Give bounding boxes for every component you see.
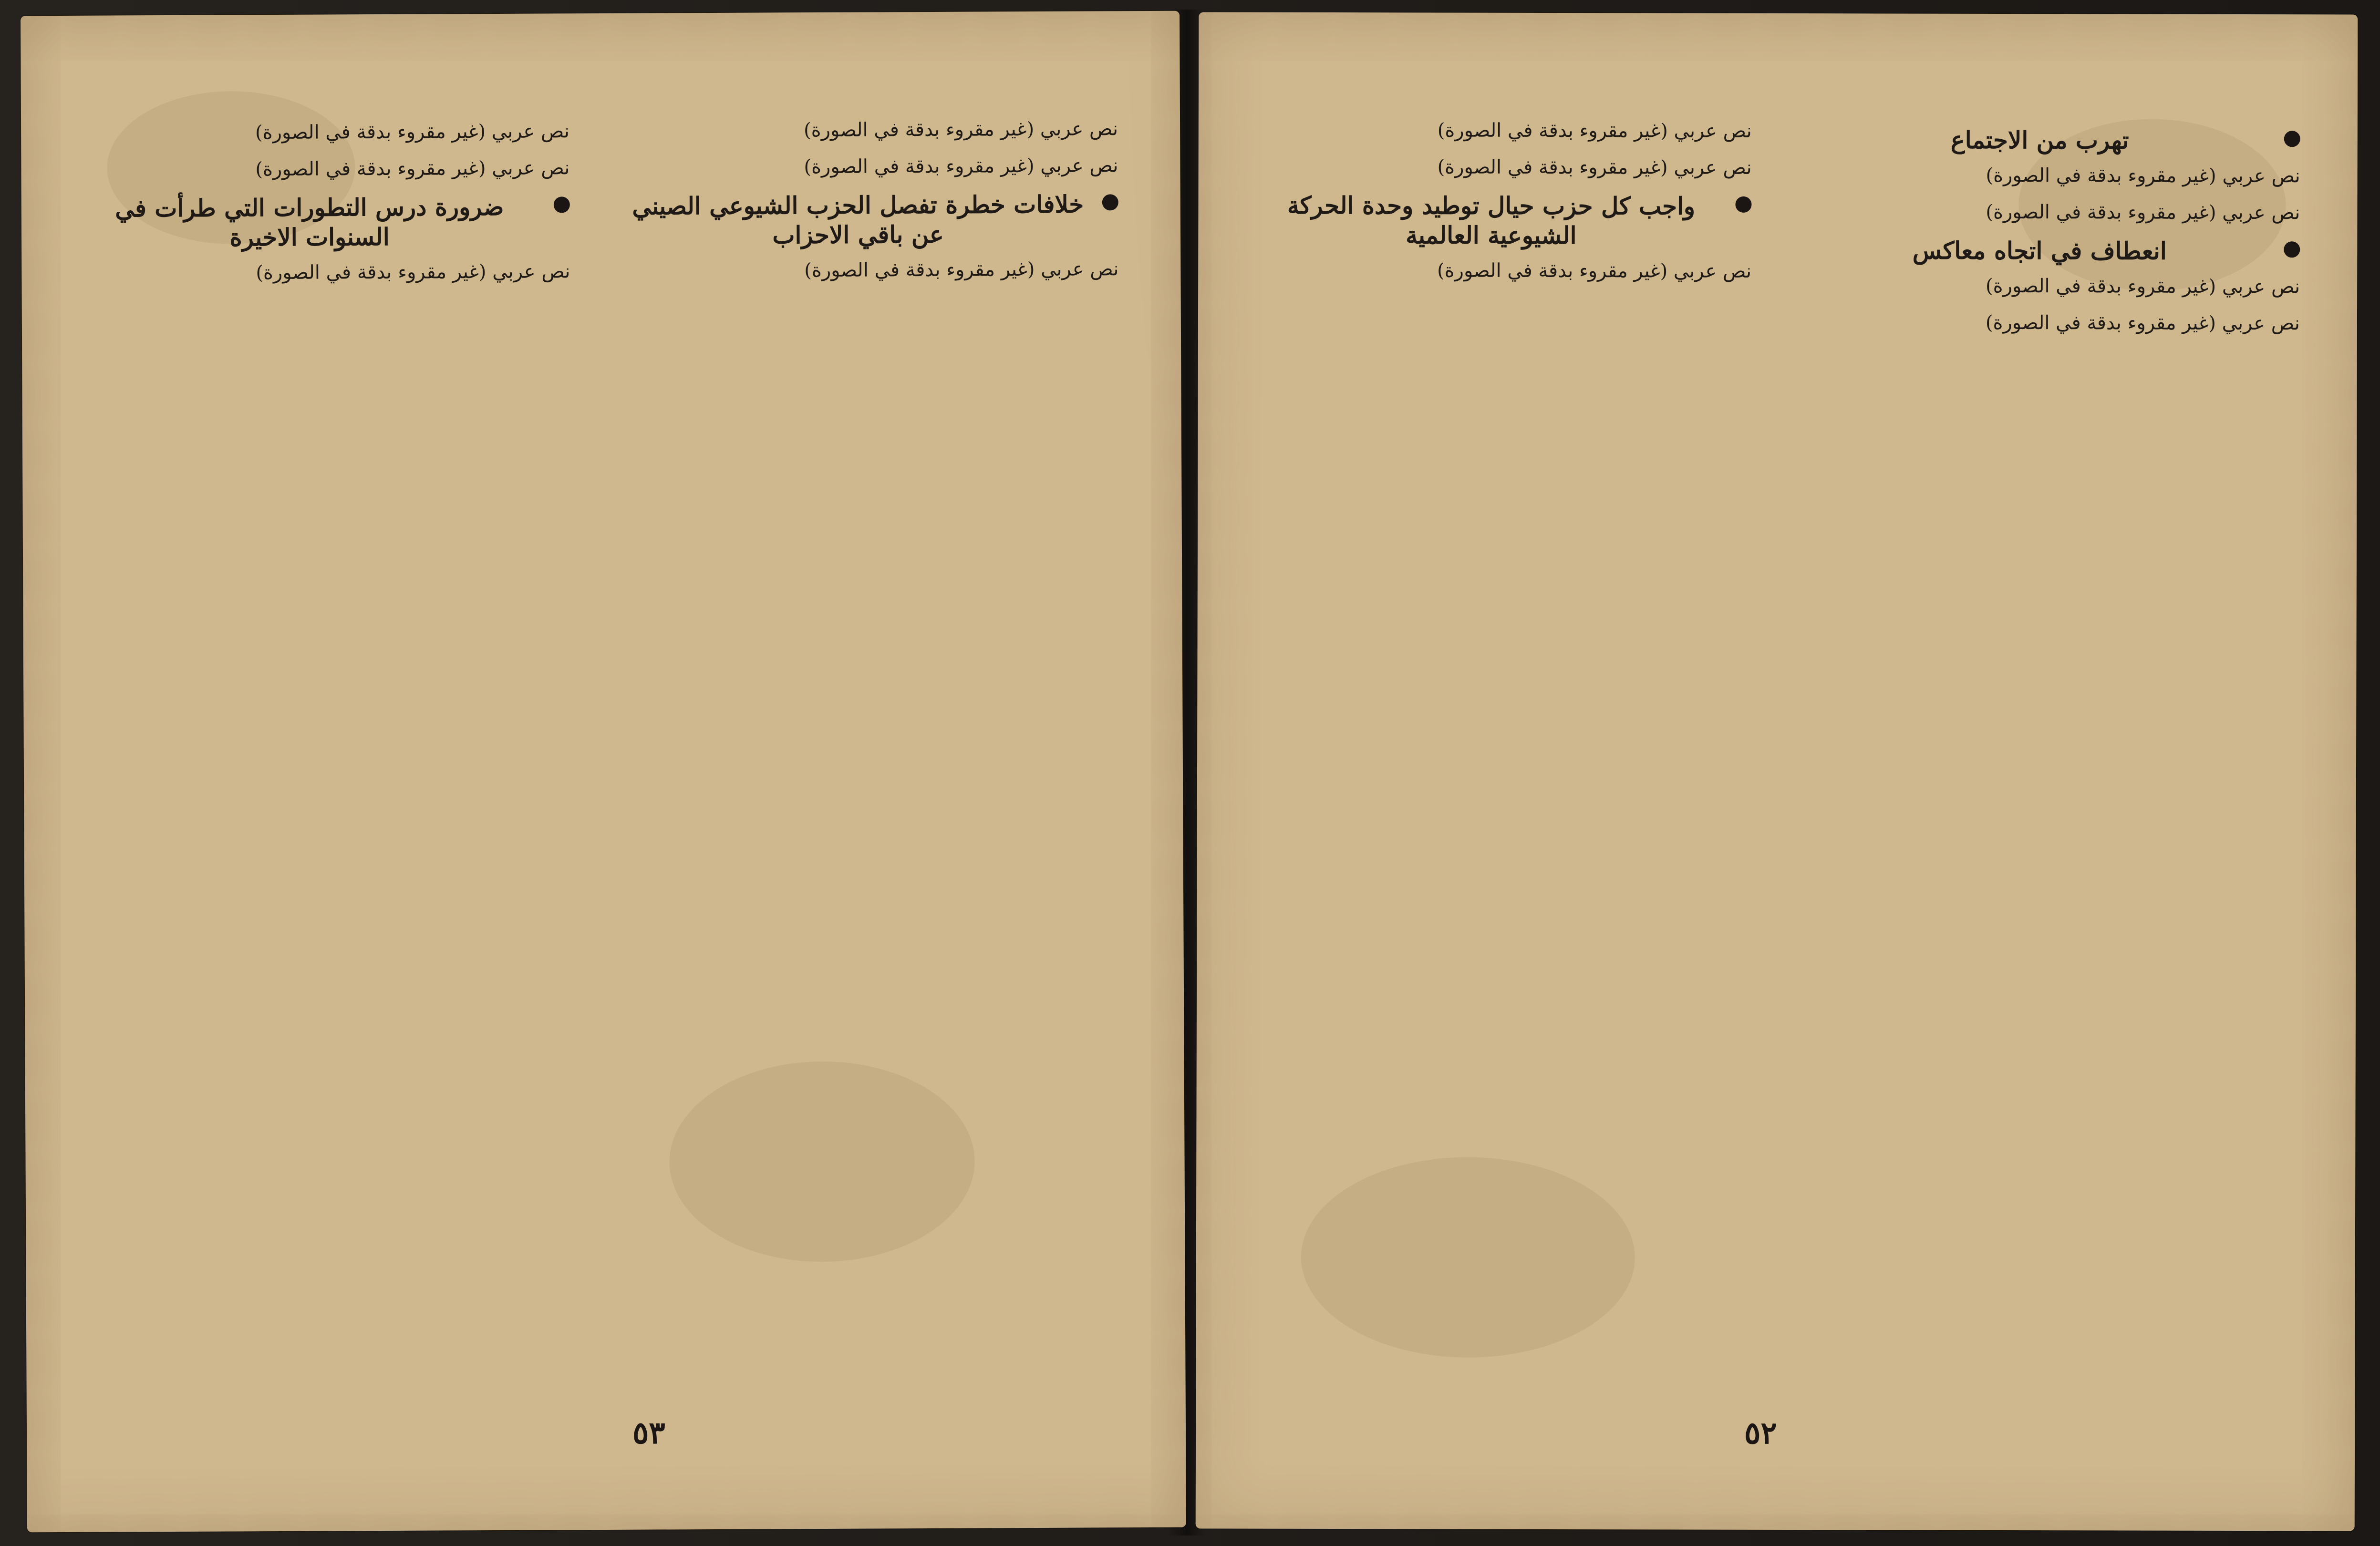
right-page-inner-column — [1253, 117, 1752, 1377]
left-page-outer-column — [73, 118, 575, 1380]
body-paragraph: نص عربي (غير مقروء بدقة في الصورة) — [1437, 259, 1752, 282]
body-paragraph: نص عربي (غير مقروء بدقة في الصورة) — [1986, 275, 2300, 298]
body-paragraph: نص عربي (غير مقروء بدقة في الصورة) — [804, 155, 1118, 178]
right-page-outer-column — [1801, 118, 2300, 1378]
heading-text: خلافات خطرة تفصل الحزب الشيوعي الصيني عن باقي الاحزاب — [632, 190, 1084, 249]
body-paragraph: نص عربي (غير مقروء بدقة في الصورة) — [255, 157, 570, 181]
section-heading — [1255, 191, 1751, 251]
section-heading — [1804, 125, 2300, 155]
body-paragraph: نص عربي (غير مقروء بدقة في الصورة) — [804, 258, 1119, 282]
section-heading — [74, 192, 570, 253]
page-number: ٥٢ — [1744, 1415, 1777, 1452]
body-paragraph: نص عربي (غير مقروء بدقة في الصورة) — [1437, 156, 1752, 179]
right-page — [1196, 12, 2358, 1531]
body-paragraph: نص عربي (غير مقروء بدقة في الصورة) — [1437, 119, 1752, 142]
heading-text: انعطاف في اتجاه معاكس — [1912, 236, 2167, 265]
heading-text: واجب كل حزب حيال توطيد وحدة الحركة الشيوعية العالمية — [1287, 191, 1696, 250]
heading-text: ضرورة درس التطورات التي طرأت في السنوات الاخيرة — [115, 192, 504, 252]
body-paragraph: نص عربي (غير مقروء بدقة في الصورة) — [1985, 311, 2300, 335]
body-paragraph: نص عربي (غير مقروء بدقة في الصورة) — [256, 260, 570, 284]
page-number: ٥٣ — [632, 1415, 665, 1451]
body-paragraph: نص عربي (غير مقروء بدقة في الصورة) — [1986, 201, 2300, 224]
heading-bullet — [2284, 241, 2300, 258]
section-heading — [622, 189, 1119, 251]
heading-bullet — [554, 196, 570, 213]
heading-bullet — [1735, 196, 1751, 213]
body-paragraph: نص عربي (غير مقروء بدقة في الصورة) — [803, 118, 1118, 142]
left-page — [21, 11, 1186, 1533]
heading-bullet — [1102, 194, 1118, 210]
heading-bullet — [2284, 131, 2300, 147]
body-paragraph: نص عربي (غير مقروء بدقة في الصورة) — [1986, 164, 2300, 187]
body-paragraph: نص عربي (غير مقروء بدقة في الصورة) — [255, 120, 570, 144]
left-page-inner-column — [622, 116, 1124, 1377]
heading-text: تهرب من الاجتماع — [1950, 125, 2129, 155]
section-heading — [1804, 236, 2300, 266]
